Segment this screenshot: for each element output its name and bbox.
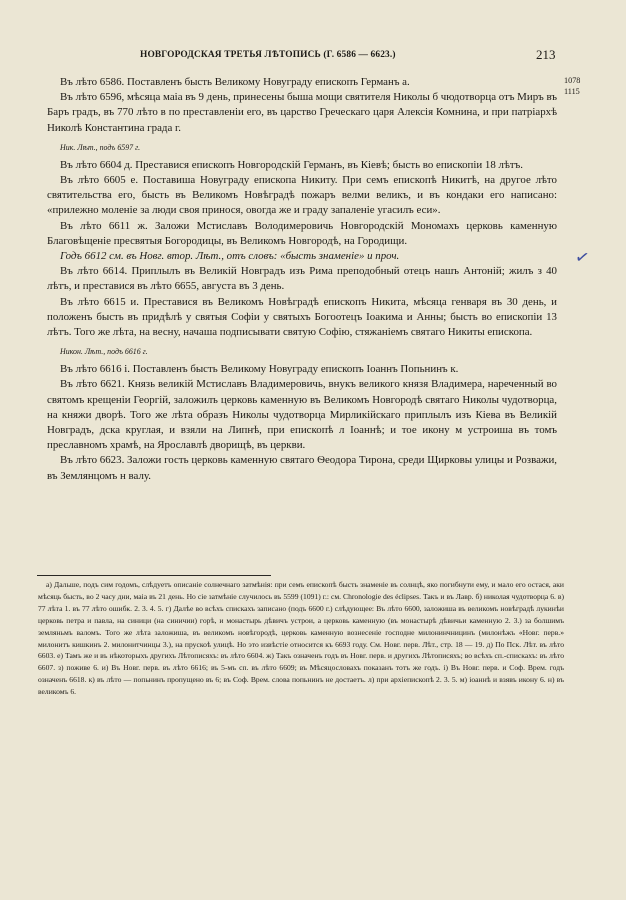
page-number: 213	[536, 47, 556, 62]
margin-year: 1115	[564, 86, 580, 96]
margin-years	[564, 76, 580, 97]
entry-paragraph: Въ лѣто 6616 і. Поставленъ бысть Великому Новуграду епископъ Іоаннъ Попьнинъ к.	[60, 363, 459, 376]
footnote-text: а) Дальше, подъ сим годомъ, слѣдуетъ описаніе солнечнаго затмѣнія: при семъ епископѣ бысть знаменіе въ солнцѣ, яко погибнути ему, и мало его остася, аки мѣсяць бысть, во 2 часу дни, маіа въ 21 день. Но сіе затмѣніе случилось въ 5599 (1091) г.: см. Chronologie des éclipses. Такъ и въ Лавр. б) николая чудотворца 6. в) 77 лѣта 1. въ 77 лѣто ошибк. 2. 3. 4. 5. г) Далѣе во всѣхъ спискахъ записано (подъ 6600 г.) слѣдующее: Въ лѣто 6600, заложиша въ великомъ новѣградѣ лукинѣи церковь петра и павла, на синици (на синичии) горѣ, и монастырь дѣвичъ устрои, а церковь каменную (въ монастырѣ дѣвичьи каменную 2. 3.) за болшимъ земляньмъ валомъ. Того же лѣта заложиша, въ великомъ новѣгородѣ, церковь каменную вознесеніе господне милонинчницинъ (милонѣжъ «Новг. перв.» милонитъ кишкинъ 2. милонитчинцы 3.), на прускоѣ улицѣ. Но это извѣстіе относится къ 6693 году. См. Новг. перв. Лѣт., стр. 18 — 19. д) По Пск. Лѣт. въ лѣто 6603. е) Тамъ же и въ нѣкоторыхъ другихъ Лѣтописяхъ: въ лѣто 6604. ж) Такъ означенъ годъ въ Новг. перв. и другихъ Лѣтописяхъ; во всѣхъ сп.-спискахъ: въ лѣто 6607. з) поживе 6. и) Въ Новг. перв. въ лѣто 6616; въ 5-мъ сп. въ лѣто 6609; въ Мѣсяцословахъ показанъ тотъ же годъ. і) Въ Новг. перв. и Соф. Врем. годъ означенъ 6618. к) въ лѣто — попьнинъ пропущено въ 6; въ Соф. Врем. слова попьнинъ не достаетъ. л) при архіепископѣ 2. 3. 5. м) іоаннѣ и взявъ икону 6. н) въ великомъ 6.	[38, 580, 564, 697]
entry-paragraph: Въ лѣто 6604 д. Преставися епископъ Новгородскій Германъ, въ Кіевѣ; бысть во епископіи 18 лѣтъ.	[60, 158, 524, 171]
footnotes	[38, 579, 564, 698]
running-header-title: НОВГОРОДСКАЯ ТРЕТЬЯ ЛѢТОПИСЬ (Г. 6586 — 6623.)	[140, 50, 396, 60]
source-reference: Никон. Лѣт., подъ 6616 г.	[60, 347, 148, 357]
variant-note: Годъ 6612 см. въ Новг. втор. Лѣт., отъ словъ: «бысть знаменіе» и проч.	[60, 250, 400, 263]
entry-paragraph: Въ лѣто 6615 и. Преставися въ Великомъ Новѣградѣ епископъ Никита, мѣсяца генваря въ 30 день, и положенъ бысть въ придѣлѣ у святыя Софіи у святыхъ Богоотецъ Іоакима и Анны; бысть во епископіи 13 лѣтъ. Того же лѣта, на весну, начаша подписывати святую Софію, стяжаніемъ святаго Никиты епископа.	[47, 295, 557, 339]
source-reference: Ник. Лѣт., подъ 6597 г.	[60, 142, 141, 152]
entry-paragraph: Въ лѣто 6614. Приплылъ въ Великій Новградъ изъ Рима преподобный отецъ нашъ Антоній; жилъ з 40 лѣтъ, и преставися въ лѣто 6655, августа въ 3 день.	[47, 265, 557, 293]
entry-paragraph: Въ лѣто 6586. Поставленъ бысть Великому Новуграду епископъ Германъ а.	[60, 76, 410, 88]
margin-year: 1078	[564, 76, 581, 85]
pencil-check-mark-icon: ✓	[573, 246, 592, 269]
entry-paragraph: Въ лѣто 6621. Князь великій Мстиславъ Владимеровичь, внукъ великого князя Владимера, нареченный во святомъ крещеніи Георгій, заложилъ церковь каменную въ Великомъ Новгородѣ святаго Николы чудотворца, на княжи дворѣ. Того же лѣта образъ Николы чудотворца Мирликійскаго приплылъ изъ Кіева въ Великій Новградъ, дска круглая, и взяли на Липнѣ, при епископѣ л Іоаннѣ; и тое икону м устроиша въ томъ преславномъ храмѣ, на Ярославлѣ дворищѣ, въ церкви.	[47, 378, 557, 452]
entry-paragraph: Въ лѣто 6605 е. Поставиша Новуграду епископа Никиту. При семъ епископѣ Никитѣ, на другое лѣто святительства его, бысть въ Великомъ Новѣградѣ пожаръ велми великъ, и въ кондаки его написано: «прилежно моленіе за люди своя принося, овогда же и граду запаленіе угасилъ еси».	[47, 174, 557, 217]
entry-paragraph: Въ лѣто 6611 ж. Заложи Мстиславъ Володимеровичь Новгородскій Мономахъ церковь каменную Благовѣщеніе пресвятыя Богородицы, въ Великомъ Новгородѣ, на Городищи.	[47, 219, 557, 247]
entry-paragraph: Въ лѣто 6596, мѣсяца маіа въ 9 день, принесены быша мощи святителя Николы б чюдотворца отъ Миръ въ Баръ градъ, въ 770 лѣто в по преставленіи его, въ царство Греческаго царя Алексія Комнина, и при патріархѣ Николѣ Константина града г.	[47, 91, 557, 134]
entry-paragraph: Въ лѣто 6623. Заложи гость церковь каменную святаго Ѳеодора Тирона, среди Щирковы улицы и Розважи, въ Землянцомъ н валу.	[47, 454, 557, 482]
chronicle-text	[47, 75, 557, 484]
footnote-divider	[37, 575, 271, 576]
